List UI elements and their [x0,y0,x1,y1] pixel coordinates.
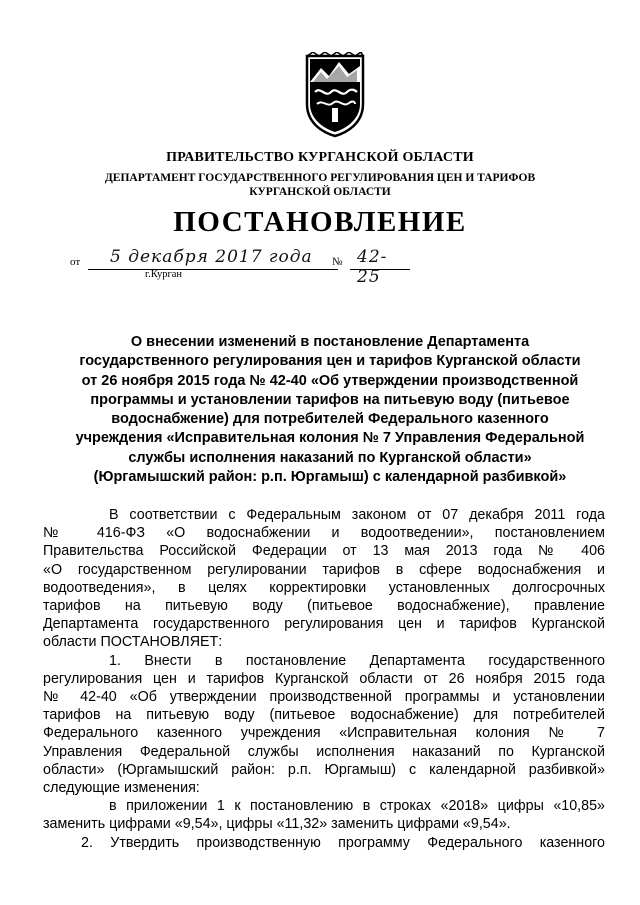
body-line: Федерального казенного учреждения «Исправительная колония № 7 [43,725,605,742]
subject-line: службы исполнения наказаний по Курганской области» [128,449,532,466]
subject-line: государственного регулирования цен и тарифов Курганской области [79,353,581,370]
body-line: области» (Юргамышский район: р.п. Юргамыш) с календарной разбивкой» [43,761,605,778]
subject-line: от 26 ноября 2015 года № 42-40 «Об утверждении производственной [81,372,579,389]
body-line: № 42-40 «Об утверждении производственной программы и установлении [43,689,605,706]
body-line: № 416-ФЗ «О водоснабжении и водоотведении», постановлением [43,525,605,542]
subject-line: учреждения «Исправительная колония № 7 Управления Федеральной [75,430,585,447]
body-line: Департамента государственного регулирования цен и тарифов Курганской [43,616,605,633]
body-line: регулирования цен и тарифов Курганской области от 26 ноября 2015 года [43,670,605,687]
document-type-title: ПОСТАНОВЛЕНИЕ [173,206,467,238]
handwritten-number: 42-25 [357,247,388,287]
city-label: г.Курган [145,269,183,280]
body-line: «О государственном регулировании тарифов в сфере водоснабжения и [43,561,605,578]
number-label: № [332,256,343,268]
department-line-2: КУРГАНСКОЙ ОБЛАСТИ [249,186,391,198]
handwritten-date: 5 декабря 2017 года [110,247,313,267]
from-label: от [70,256,81,268]
date-underline [88,269,338,270]
date-number-line [70,245,388,287]
body-line: заменить цифрами «9,54», цифры «11,32» заменить цифрами «9,54». [43,816,511,833]
body-line: В соответствии с Федеральным законом от 07 декабря 2011 года [109,507,605,523]
body-line: Управления Федеральной службы исполнения наказаний по Курганской [43,743,605,760]
body-line: тарифов на питьевую воду (питьевое водоснабжение), правление [43,598,605,615]
body-line: Правительства Российской Федерации от 13 мая 2013 года № 406 [43,543,605,560]
subject-line: программы и установлении тарифов на питьевую воду (питьевое [90,391,570,408]
body-line: водоотведения», в целях корректировки установленных долгосрочных [43,579,605,596]
body-line: следующие изменения: [43,780,200,797]
document-subject [55,333,605,487]
body-line: 1. Внести в постановление Департамента государственного [109,652,605,669]
body-line: области ПОСТАНОВЛЯЕТ: [43,634,223,651]
body-line: 2. Утвердить производственную программу Федерального казенного [81,834,605,851]
department-line-1: ДЕПАРТАМЕНТ ГОСУДАРСТВЕННОГО РЕГУЛИРОВАНИЯ ЦЕН И ТАРИФОВ [104,172,536,184]
subject-line: (Юргамышский район: р.п. Юргамыш) с календарной разбивкой» [93,469,567,486]
body-line: в приложении 1 к постановлению в строках «2018» цифры «10,85» [109,798,605,815]
subject-line: водоснабжение) для потребителей Федерального казенного [111,411,549,428]
document-body [43,506,605,852]
government-title: ПРАВИТЕЛЬСТВО КУРГАНСКОЙ ОБЛАСТИ [166,150,474,165]
coat-of-arms-emblem [303,52,367,138]
subject-line: О внесении изменений в постановление Департамента [130,334,530,350]
body-line: тарифов на питьевую воду (питьевое водоснабжение) для потребителей [43,707,605,724]
department-title [0,171,640,199]
